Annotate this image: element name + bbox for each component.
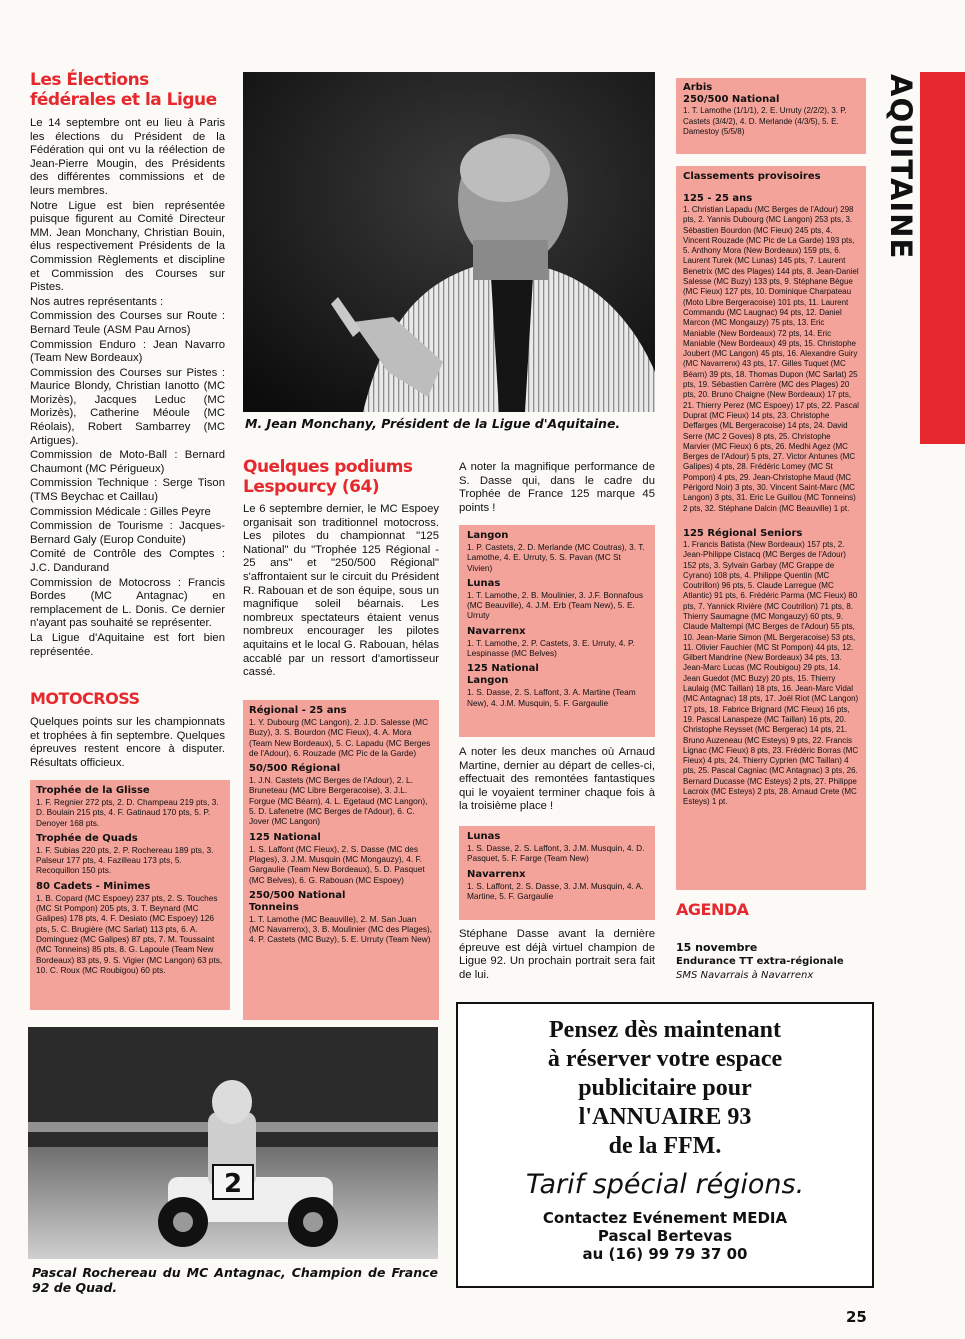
result-text: 1. T. Lamothe (MC Beauville), 2. M. San Juan (MC Navarrenx), 3. B. Moulinier (MC des Plages), 4. P. Castets (MC Buzy), 5. E. Urruty (Team New) <box>249 913 433 945</box>
paragraph: Commission de Moto-Ball : Bernard Chaumont (MC Périgueux) <box>30 449 225 475</box>
result-title: 50/500 Régional <box>249 763 341 775</box>
podiums-title-line2: Lespourcy (64) <box>243 477 380 497</box>
portrait-photo <box>243 72 655 412</box>
quad-caption: Pascal Rochereau du MC Antagnac, Champion de France 92 de Quad. <box>32 1265 438 1295</box>
portrait-caption: M. Jean Monchany, Président de la Ligue d'Aquitaine. <box>245 416 621 431</box>
result-title: Navarrenx <box>467 625 526 637</box>
advert-line: de la FFM. <box>608 1133 722 1159</box>
paragraph: Commission Technique : Serge Tison (TMS Beychac et Caillau) <box>30 477 225 504</box>
result-title: Navarrenx <box>467 868 526 880</box>
result-title: Trophée de la Glisse <box>36 785 150 796</box>
result-text: 1. J.N. Castets (MC Berges de l'Adour), 2. L. Bruneteau (MC Libre Bergeracoise), 3. J.L. Forgue (MC Béarn), 4. L. Egetaud (MC Langon), 5. D. Lafenetre (MC Berges de l'Adour), 6. C. Jover (MC Langon) <box>249 775 428 827</box>
red-edge-tab <box>920 72 965 444</box>
advert-contact: Contactez Evénement MEDIA <box>542 1209 788 1227</box>
advert-line: à réserver votre espace <box>547 1046 783 1072</box>
standings-box <box>676 166 866 890</box>
elections-title-line2: fédérales et la Ligue <box>30 90 217 110</box>
podiums-body: Le 6 septembre dernier, le MC Espoey organisait son traditionnel motocross. Les pilotes du championnat "125 National" du "Trophée 125 Régional - 25 ans" et "250/500 Régional" s'affrontaient sur le circuit du Président R. Rabouan et de son équipe, sous un magnifique soleil béarnais. Les nombreux spectateurs étaient venus nombreux encourager les pilotes aquitains et le local G. Rabouan, hélas accablé par un ressort d'amortisseur cassé. <box>243 503 439 679</box>
arbis-subtitle: 250/500 National <box>683 94 780 105</box>
paragraph: Commission des Courses sur Route : Bernard Teule (ASM Pau Arnos) <box>30 310 225 336</box>
quad-photo <box>28 1027 438 1259</box>
portrait-illustration <box>243 72 655 412</box>
result-text: 1. Y. Dubourg (MC Langon), 2. J.D. Salesse (MC Buzy), 3. S. Bourdon (MC Fieux), 4. A. Mora (Team New Bordeaux), 5. C. Lapadu (MC Berges de l'Adour), 6. Rouzade (MC Pic de la Garde) <box>249 717 431 758</box>
result-title: 125 National <box>249 831 321 843</box>
dasse-note: A noter la magnifique performance de S. Dasse qui, dans le cadre du Trophée de France 125 marque 45 points ! <box>459 461 655 514</box>
paragraph: Commission Enduro : Jean Navarro (Team New Bordeaux) <box>30 338 225 365</box>
results-box-col2 <box>243 700 439 1020</box>
paragraph: Comité de Contrôle des Comptes : J.C. Dandurand <box>30 548 225 574</box>
arbis-title: Arbis <box>683 82 713 93</box>
result-title: 250/500 National <box>249 889 346 901</box>
result-title: Trophée de Quads <box>36 832 138 844</box>
result-text: 1. F. Regnier 272 pts, 2. D. Champeau 219 pts, 3. D. Boulain 215 pts, 4. F. Gatinaud 170 pts, 5. P. Denoyer 168 pts. <box>36 797 219 828</box>
result-text: 1. T. Lamothe, 2. B. Moulinier, 3. J.F. Bonnafous (MC Beauville), 4. J.M. Erb (Team New), 5. E. Urruty <box>467 589 644 621</box>
podiums-title <box>243 457 448 497</box>
result-text: 1. T. Lamothe, 2. P. Castets, 3. E. Urruty, 4. P. Lespinasse (MC Belves) <box>467 637 635 659</box>
elections-title <box>30 70 235 110</box>
elections-body <box>30 117 225 660</box>
agenda-title: AGENDA <box>676 900 749 919</box>
section-title: AQUITAINE <box>884 74 918 260</box>
section-header-tab <box>872 72 922 260</box>
paragraph: Commission des Courses sur Pistes : Maurice Blondy, Christian Ianotto (MC Morizès), Jacques Leduc (MC Morizès), Catherine Méoule (MC Réolais), Robert Sambarrey (MC Artigues). <box>30 366 225 447</box>
agenda-block <box>676 940 876 983</box>
result-text: 1. P. Castets, 2. D. Merlande (MC Coutras), 3. T. Lamothe, 4. E. Urruty, 5. S. Pavan (MC St Vivien) <box>467 542 645 573</box>
quad-illustration <box>28 1027 438 1259</box>
result-text: 1. F. Subias 220 pts, 2. P. Rochereau 189 pts, 3. Palseur 177 pts, 4. Fazilleau 173 pts, 5. Recoquillon 150 pts. <box>36 844 214 876</box>
paragraph: Commission Médicale : Gilles Peyre <box>30 505 211 518</box>
advert-line: l'ANNUAIRE 93 <box>578 1104 752 1130</box>
agenda-event: Endurance TT extra-régionale <box>676 956 844 967</box>
motocross-title: MOTOCROSS <box>30 689 140 708</box>
result-title: 125 National <box>467 663 539 675</box>
dasse-champion-note: Stéphane Dasse avant la dernière épreuve est déjà virtuel champion de Ligue 92. Un prochain portrait sera fait de lui. <box>459 928 655 981</box>
agenda-place: SMS Navarrais à Navarrenx <box>676 970 814 981</box>
result-text: 1. S. Laffont (MC Fieux), 2. S. Dasse (MC des Plages), 3. J.M. Musquin (MC Mongauzy), 4. F. Gargaulie (Team New Bordeaux), 5. D. Pasquet (MC Belves), 6. G. Rabouan (MC Espoey) <box>249 843 425 885</box>
results-box-col3b <box>459 826 655 920</box>
results-box-col1 <box>30 780 230 1010</box>
arbis-text: 1. T. Lamothe (1/1/1), 2. E. Urruty (2/2/2), 3. P. Castets (3/4/2), 4. D. Merlande (4/3/5), 5. E. Damestoy (5/5/8) <box>683 106 847 136</box>
standings-125s-text: 1. Francis Batista (New Bordeaux) 157 pts, 2. Jean-Philippe Cistacq (MC Berges de l'Adour) 152 pts, 3. Sylvain Garbay (MC Grappe de Cyrano) 108 pts, 4. Philippe Quentin (MC Coutrillon) 96 pts, 5. Claude Larregue (MC Atlantic) 91 pts, 6. Frédéric Parma (MC Fieux) 80 pts, 7. Yannick Rivière (MC Coutrillon) 71 pts, 8. Thierry Saumagne (MC Mongauzy) 60 pts, 9. Claude Maltempi (MC Berges de l'Adour) 55 pts, 10. Jean-Marie Simon (ML Bergeracoise) 53 pts, 11. Olivier Fauchier (MC St Pompon) 44 pts, 12. Gilbert Mandrine (New Bordeaux) 34 pts, 13. Jean-Marc Lucas (MC Roubigou) 29 pts, 14. Jean Guedot (MC Buzy) 20 pts, 15. Thierry Laulaig (MC Taillan) 18 pts, 16. Jean-Marc Vidal (MC Antagnac) 18 pts, 17. Joël Riot (MC Langon) 17 pts, 18. Fabrice Brignard (MC Fieux) 16 pts, 19. Pascal Lanaspeze (MC Taillan) 16 pts, 20. Christophe Reysset (MC Bergerac) 14 pts, 21. Bruno Auzeneau (MC Esteys) 9 pts, 22. Francis Lignac (MC Fieux) 8 pts, 23. Frédéric Borras (MC Fieux) 4 pts, 24. Thierry Cyprien (MC Taillan) 4 pts, 25. Pascal Cagniac (MC Antagnac) 3 pts, 26. Bernard Ducasse (MC Esteys) 2 pts, 27. Philippe Lacroix (MC Esteys) 2 pts, 28. Arnaud Crete (MC Esteys) 1 pt. <box>683 539 859 807</box>
result-text: 1. S. Dasse, 2. S. Laffont, 3. J.M. Musquin, 4. D. Pasquet, 5. F. Farge (Team New) <box>467 843 645 864</box>
paragraph: La Ligue d'Aquitaine est fort bien représentée. <box>30 631 225 658</box>
standings-125-title: 125 - 25 ans <box>683 193 753 204</box>
result-subtitle: Tonneins <box>249 901 299 913</box>
paragraph: Le 14 septembre ont eu lieu à Paris les élections du Président de la Fédération qui ont vu la réélection de Jean-Pierre Mougin, des Présidents des différentes commissions et de leurs membres. <box>30 117 225 197</box>
paragraph: Commission de Tourisme : Jacques-Bernard Galy (Europ Conduite) <box>30 520 225 546</box>
advert-tarif: Tarif spécial régions. <box>525 1169 805 1200</box>
advert-phone: au (16) 99 79 37 00 <box>582 1245 748 1263</box>
podiums-title-line1: Quelques podiums <box>243 457 413 477</box>
results-box-col3a <box>459 525 655 737</box>
annuaire-advert <box>456 1002 874 1288</box>
advert-line: Pensez dès maintenant <box>549 1017 781 1043</box>
result-text: 1. S. Laffont, 2. S. Dasse, 3. J.M. Musquin, 4. A. Martine, 5. F. Gargaulie <box>467 880 644 901</box>
result-title: Lunas <box>467 831 501 842</box>
page-number: 25 <box>846 1308 867 1326</box>
standings-125s-title: 125 Régional Seniors <box>683 527 803 539</box>
result-title: 80 Cadets - Minimes <box>36 880 151 892</box>
paragraph: Nos autres représentants : <box>30 295 164 308</box>
motocross-intro: Quelques points sur les championnats et trophées à fin septembre. Quelques épreuves restent encore à disputer. Résultats officieux. <box>30 716 225 769</box>
advert-contact: Pascal Bertevas <box>597 1227 733 1245</box>
result-subtitle: Langon <box>467 675 509 687</box>
arbis-box <box>676 78 866 154</box>
result-title: Régional - 25 ans <box>249 705 347 716</box>
paragraph: Notre Ligue est bien représentée puisque figurent au Comité Directeur MM. Jean Monchany, Christian Bouin, élus respectivement Présidents de la Commission Règlements et discipline et Commission des Courses sur Pistes. <box>30 199 225 294</box>
standings-title: Classements provisoires <box>683 171 821 182</box>
result-text: 1. S. Dasse, 2. S. Laffont, 3. A. Martine (Team New), 4. J.M. Musquin, 5. F. Gargaulie <box>467 687 636 708</box>
martine-note: A noter les deux manches où Arnaud Martine, dernier au départ de celles-ci, effectuait des remontées fantastiques qui le voyaient terminer chaque fois à la troisième place ! <box>459 746 655 813</box>
paragraph: Commission de Motocross : Francis Bordes (MC Antagnac) en remplacement de L. Donis. Ce dernier n'ayant pas souhaité se représenter. <box>30 576 225 630</box>
elections-title-line1: Les Élections <box>30 70 149 90</box>
agenda-date: 15 novembre <box>676 941 758 954</box>
result-title: Lunas <box>467 577 501 589</box>
bib-number: 2 <box>223 1169 243 1199</box>
result-text: 1. B. Copard (MC Espoey) 237 pts, 2. S. Touches (MC St Pompon) 205 pts, 3. T. Beynard (MC Galipes) 178 pts, 4. F. Desiato (MC Espoey) 126 pts, 5. C. Brugière (MC Sarlat) 113 pts, 6. A. Dominguez (MC Galipes) 87 pts, 7. M. Toussaint (MC Tonneins) 85 pts, 8. G. Lapoule (Team New Bordeaux) 83 pts, 9. S. Vigier (MC Langon) 63 pts, 10. C. Roux (MC Roubigou) 60 pts. <box>36 892 223 975</box>
result-title: Langon <box>467 530 509 541</box>
standings-125-text: 1. Christian Lapadu (MC Berges de l'Adour) 298 pts, 2. Yannis Dubourg (MC Langon) 253 pts, 3. Sébastien Bourdon (MC Fieux) 245 pts, 4. Vincent Rouzade (MC Pic de La Garde) 193 pts, 5. Anthony Mora (New Bordeaux) 159 pts, 6. Laurent Turek (MC Lunas) 145 pts, 7. Laurent Benetrix (MC des Plages) 144 pts, 8. Jean-Daniel Salesse (MC Buzy) 133 pts, 9. Stéphane Bègue (MC Fieux) 127 pts, 10. Dominique Charpateau (Moto Libre Bergeracoise) 101 pts, 11. Laurent Commandu (MC Laugnac) 94 pts, 12. Daniel Marcon (MC Mongauzy) 75 pts, 13. Eric Maniable (New Bordeaux) 72 pts, 14. Eric Maniable (New Bordeaux) 49 pts, 15. Christophe Joubert (MC Langon) 45 pts, 16. Alexandre Guiry (MC Navarrenx) 43 pts, 17. Gilles Tuquet (MC Béarn) 39 pts, 18. Thomas Dupon (MC Sarlat) 25 pts, 19. Sébastien Carrère (MC des Plages) 20 pts, 20. Bruno Chaigne (New Bordeaux) 17 pts, 21. Thierry Perez (MC Espoey) 17 pts, 22. Pascal Duprat (MC Fieux) 14 pts, 23. Christophe Deffarges (ML Bergeracoise) 14 pts, 24. David Serre (MC 2 Goves) 8 pts, 25. Christophe Marvier (MC Fieux) 6 pts, 26. Medhi Agez (MC Berges de l'Adour) 5 pts, 27. Victor Antunes (MC Galipes) 4 pts, 28. Frédéric Lomey (MC St Pompon) 4 pts, 29. Jean-Christophe Maud (MC Périgord Noir) 3 pts, 30. Vincent Saint-Marc (MC Langon) 3 pts, 31. Eric Le Guillou (MC Tonneins) 2 pts, 32. Stéphane Dalcin (MC Beauville) 1 pt. <box>683 205 859 513</box>
advert-line: publicitaire pour <box>578 1075 752 1101</box>
